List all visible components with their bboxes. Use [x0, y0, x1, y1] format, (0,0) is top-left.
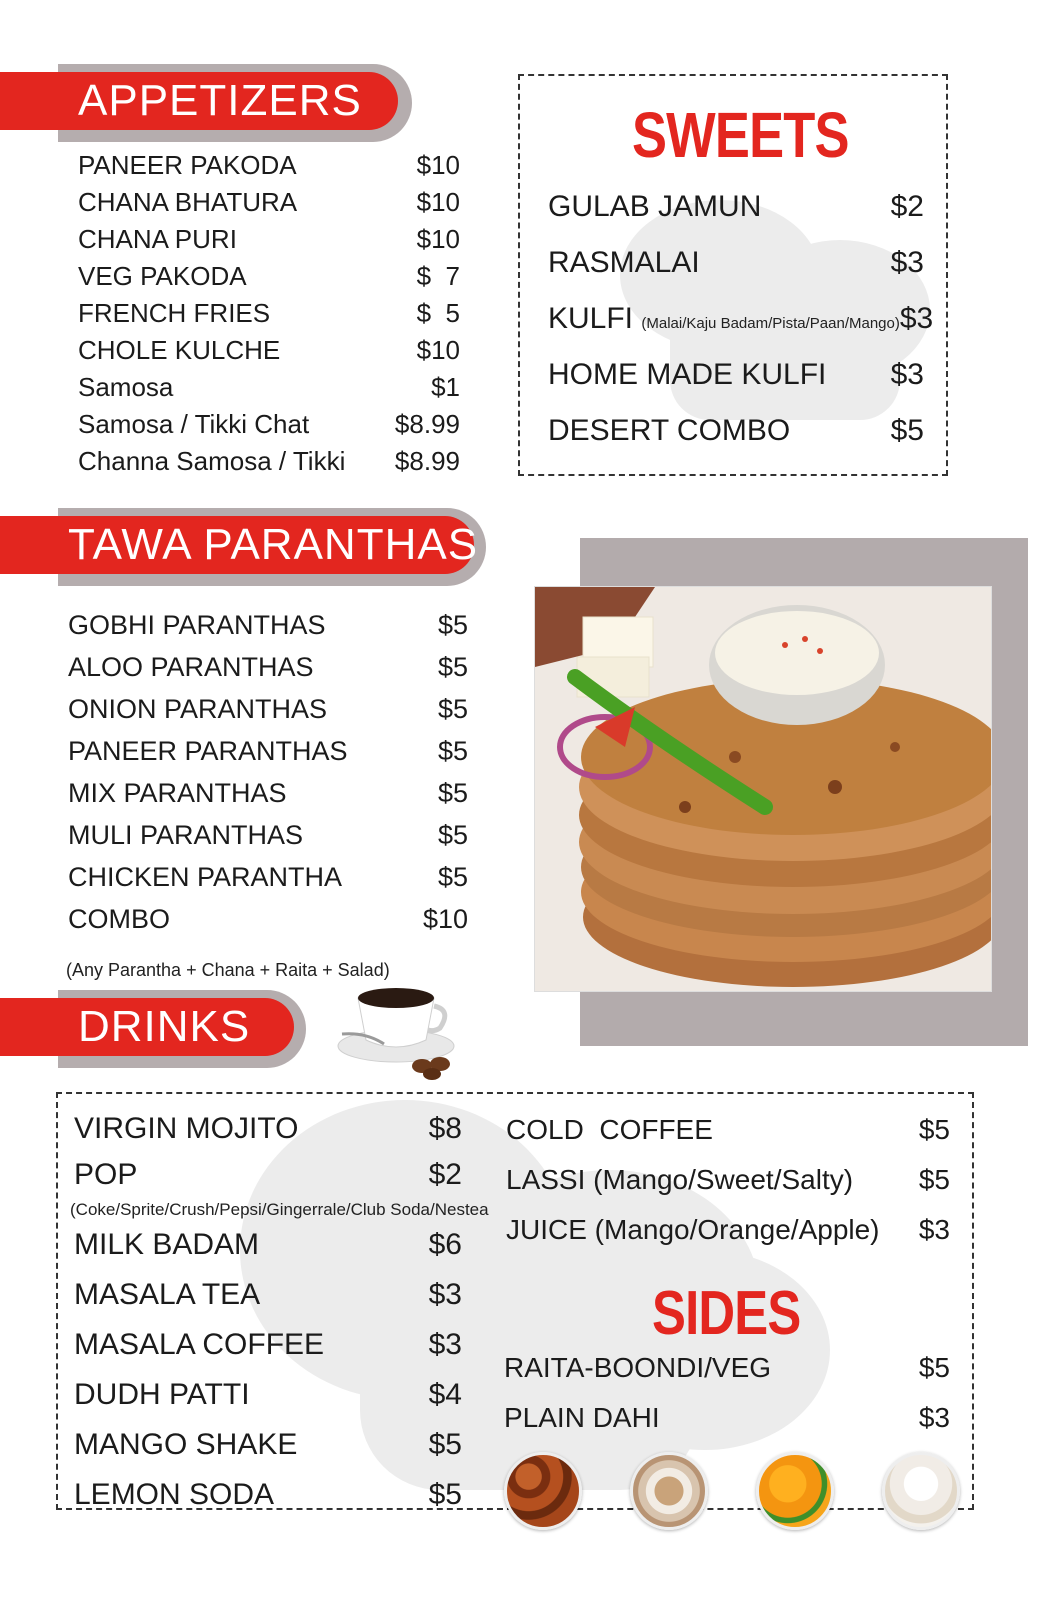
list-item: PANEER PAKODA $10	[78, 150, 460, 180]
list-item: MILK BADAM $6	[74, 1228, 462, 1261]
list-item: DESERT COMBO $5	[548, 414, 924, 447]
list-item: LASSI (Mango/Sweet/Salty) $5	[506, 1164, 950, 1195]
list-item: VEG PAKODA $ 7	[78, 261, 460, 291]
list-item: POP $2	[74, 1158, 462, 1191]
list-item: CHOLE KULCHE $10	[78, 335, 460, 365]
list-item: CHANA PURI $10	[78, 224, 460, 254]
list-item: PANEER PARANTHAS $5	[68, 736, 468, 766]
pop-flavors-note: (Coke/Sprite/Crush/Pepsi/Gingerrale/Club Soda/Nestea	[70, 1200, 489, 1219]
gulab-jamun-photo	[504, 1452, 582, 1530]
lassi-photo	[882, 1452, 960, 1530]
list-item: MASALA TEA $3	[74, 1278, 462, 1311]
list-item: JUICE (Mango/Orange/Apple) $3	[506, 1214, 950, 1245]
list-item: FRENCH FRIES $ 5	[78, 298, 460, 328]
tawa-banner	[0, 510, 486, 574]
list-item: GULAB JAMUN $2	[548, 190, 924, 223]
drinks-title: DRINKS	[78, 1002, 251, 1051]
tawa-title: TAWA PARANTHAS	[68, 520, 479, 569]
drinks-banner	[0, 992, 306, 1056]
list-item: ONION PARANTHAS $5	[68, 694, 468, 724]
coffee-cup-icon	[336, 984, 460, 1080]
list-item: LEMON SODA $5	[74, 1478, 462, 1511]
mango-juice-photo	[756, 1452, 834, 1530]
list-item: HOME MADE KULFI $3	[548, 358, 924, 391]
combo-note: (Any Parantha + Chana + Raita + Salad)	[66, 960, 390, 980]
list-item: RAITA-BOONDI/VEG $5	[504, 1352, 950, 1383]
list-item: VIRGIN MOJITO $8	[74, 1112, 462, 1145]
kulfi-flavors-note: (Malai/Kaju Badam/Pista/Paan/Mango)	[641, 315, 900, 332]
appetizers-banner	[0, 66, 412, 130]
list-item: KULFI (Malai/Kaju Badam/Pista/Paan/Mango) $3	[548, 302, 934, 335]
list-item: CHANA BHATURA $10	[78, 187, 460, 217]
list-item: Samosa / Tikki Chat $8.99	[78, 409, 460, 439]
list-item: MASALA COFFEE $3	[74, 1328, 462, 1361]
list-item: MULI PARANTHAS $5	[68, 820, 468, 850]
list-item: COMBO $10	[68, 904, 468, 934]
list-item: CHICKEN PARANTHA $5	[68, 862, 468, 892]
list-item: DUDH PATTI $4	[74, 1378, 462, 1411]
sides-title: SIDES	[652, 1279, 801, 1348]
list-item: Channa Samosa / Tikki $8.99	[78, 446, 460, 476]
paratha-photo	[534, 586, 992, 992]
list-item: MANGO SHAKE $5	[74, 1428, 462, 1461]
list-item: MIX PARANTHAS $5	[68, 778, 468, 808]
sweets-title: SWEETS	[632, 99, 849, 171]
list-item: Samosa $1	[78, 372, 460, 402]
appetizers-title: APPETIZERS	[78, 76, 362, 125]
list-item: COLD COFFEE $5	[506, 1114, 950, 1145]
tea-photo	[630, 1452, 708, 1530]
list-item: ALOO PARANTHAS $5	[68, 652, 468, 682]
list-item: GOBHI PARANTHAS $5	[68, 610, 468, 640]
list-item: PLAIN DAHI $3	[504, 1402, 950, 1433]
list-item: RASMALAI $3	[548, 246, 924, 279]
